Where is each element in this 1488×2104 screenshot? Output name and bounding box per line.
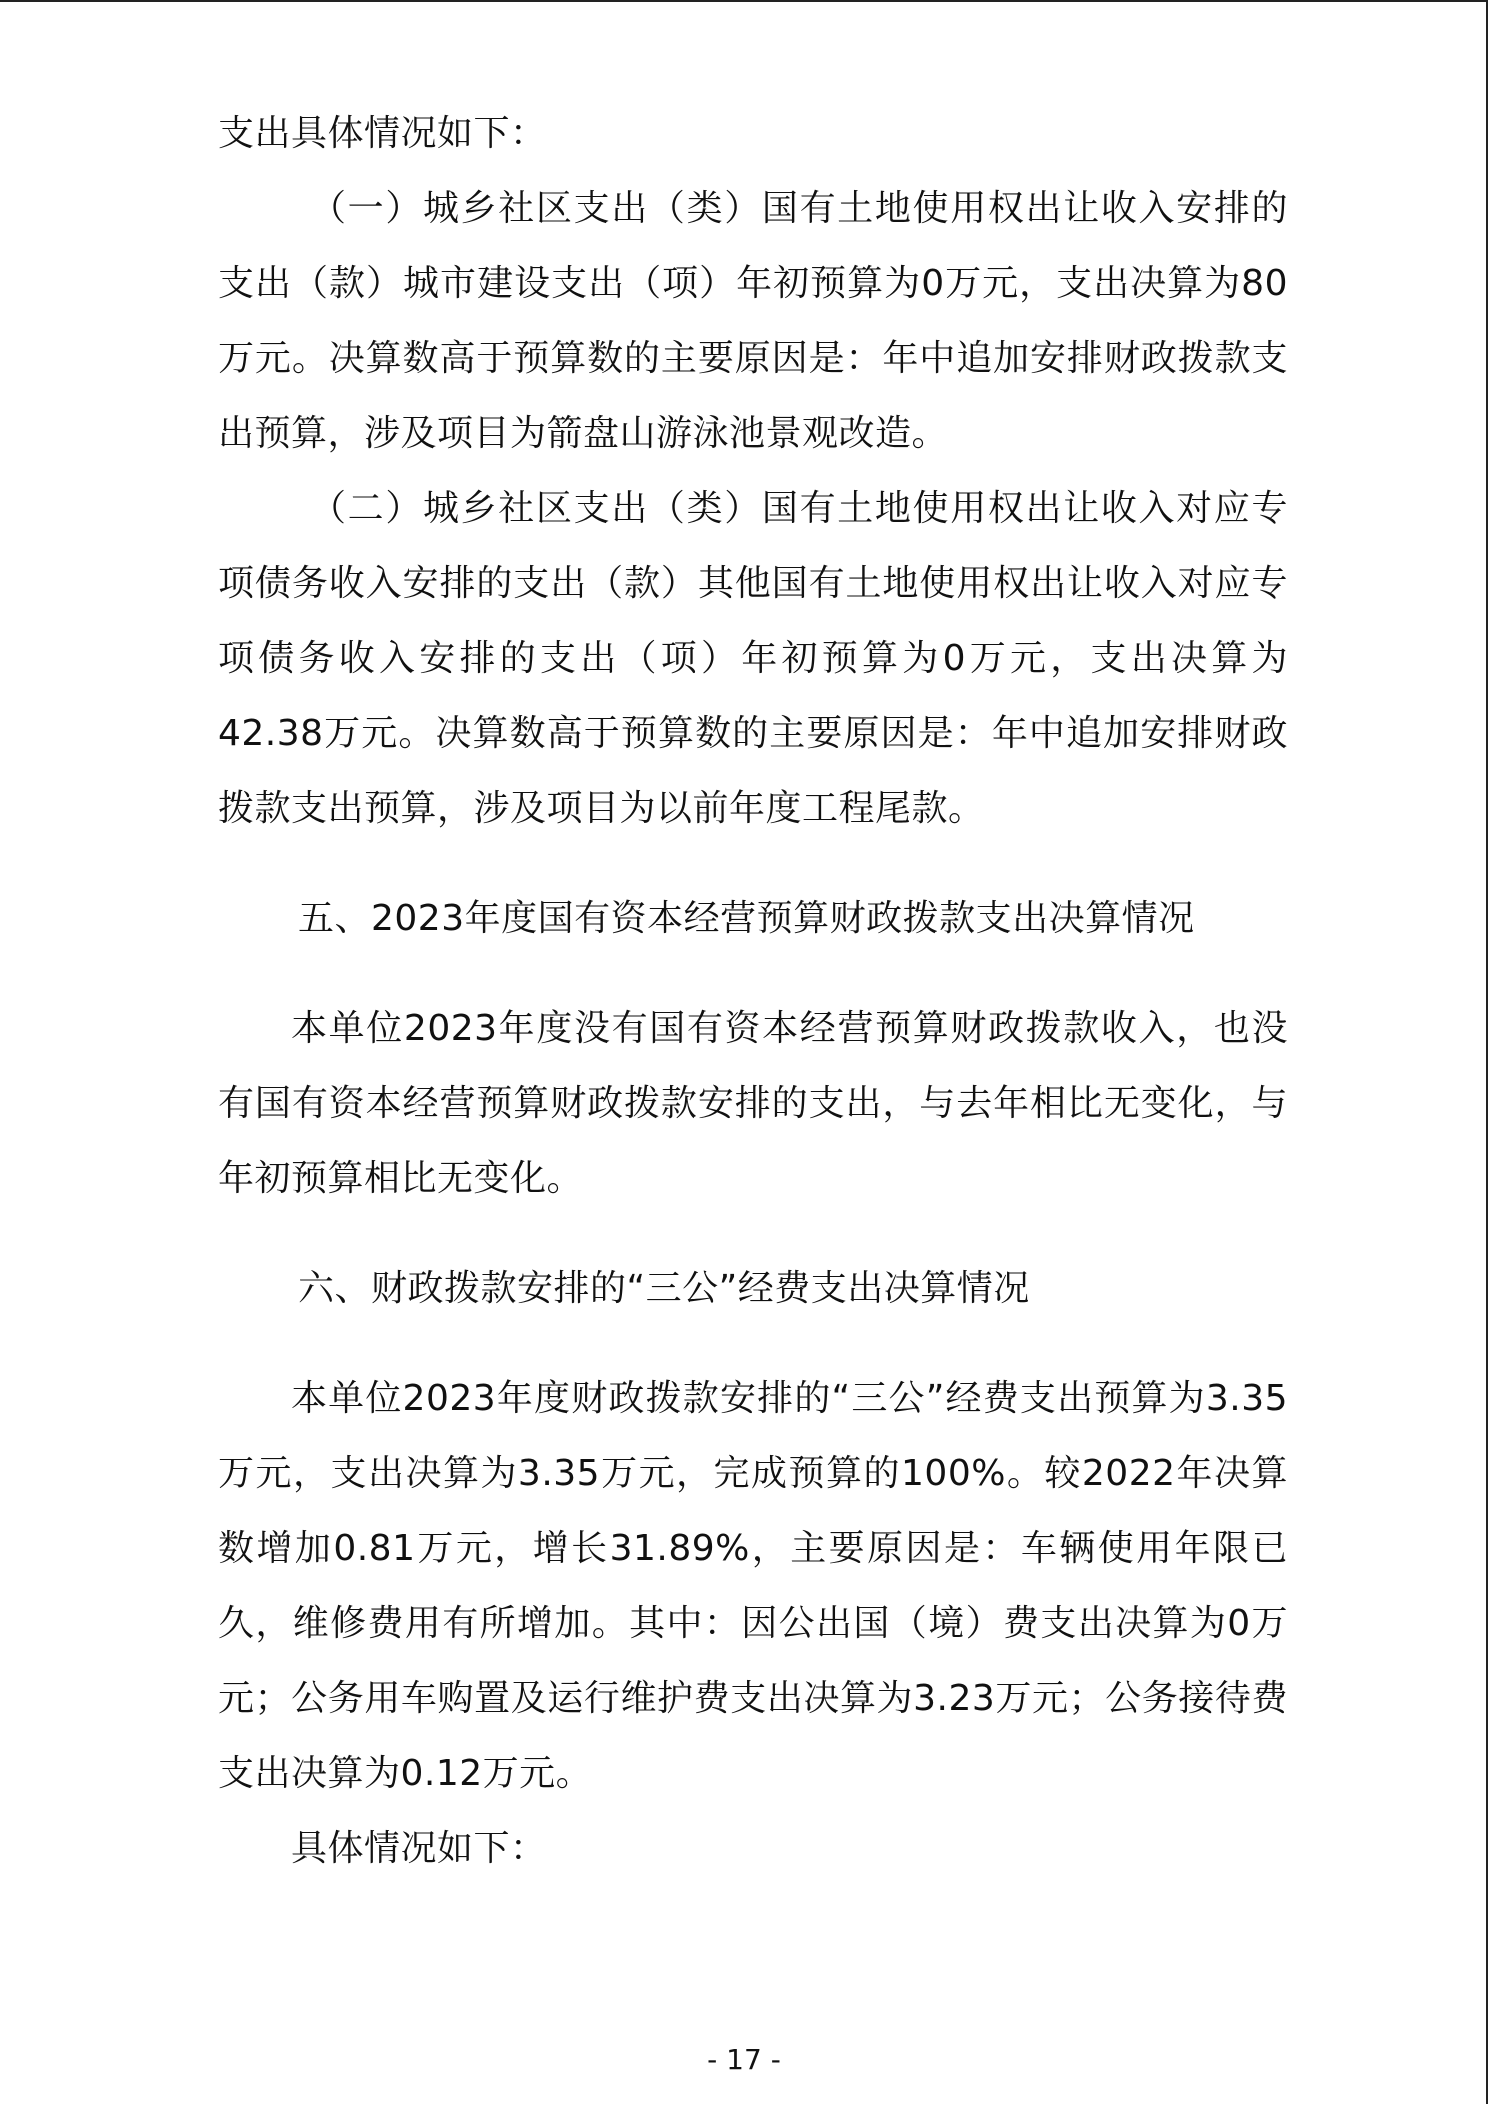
page-number: - 17 - <box>707 2043 781 2076</box>
paragraph-details-intro: 具体情况如下： <box>291 1828 547 1869</box>
page-top-border <box>0 0 1488 2</box>
paragraph-intro: 支出具体情况如下： <box>218 113 547 154</box>
section-heading-5: 五、2023年度国有资本经营预算财政拨款支出决算情况 <box>298 898 1195 939</box>
document-body <box>218 96 1288 1886</box>
paragraph-section-5: 本单位2023年度没有国有资本经营预算财政拨款收入，也没有国有资本经营预算财政拨款安排的支出，与去年相比无变化，与年初预算相比无变化。 <box>218 1008 1288 1199</box>
paragraph-item-2: （二）城乡社区支出（类）国有土地使用权出让收入对应专项债务收入安排的支出（款）其他国有土地使用权出让收入对应专项债务收入安排的支出（项）年初预算为0万元，支出决算为42.38万元。决算数高于预算数的主要原因是：年中追加安排财政拨款支出预算，涉及项目为以前年度工程尾款。 <box>218 488 1288 829</box>
paragraph-section-6: 本单位2023年度财政拨款安排的“三公”经费支出预算为3.35万元，支出决算为3.35万元，完成预算的100%。较2022年决算数增加0.81万元，增长31.89%，主要原因是：车辆使用年限已久，维修费用有所增加。其中：因公出国（境）费支出决算为0万元；公务用车购置及运行维护费支出决算为3.23万元；公务接待费支出决算为0.12万元。 <box>218 1378 1288 1794</box>
paragraph-item-1: （一）城乡社区支出（类）国有土地使用权出让收入安排的支出（款）城市建设支出（项）年初预算为0万元，支出决算为80万元。决算数高于预算数的主要原因是：年中追加安排财政拨款支出预算，涉及项目为箭盘山游泳池景观改造。 <box>218 188 1288 454</box>
section-heading-6: 六、财政拨款安排的“三公”经费支出决算情况 <box>298 1268 1030 1309</box>
